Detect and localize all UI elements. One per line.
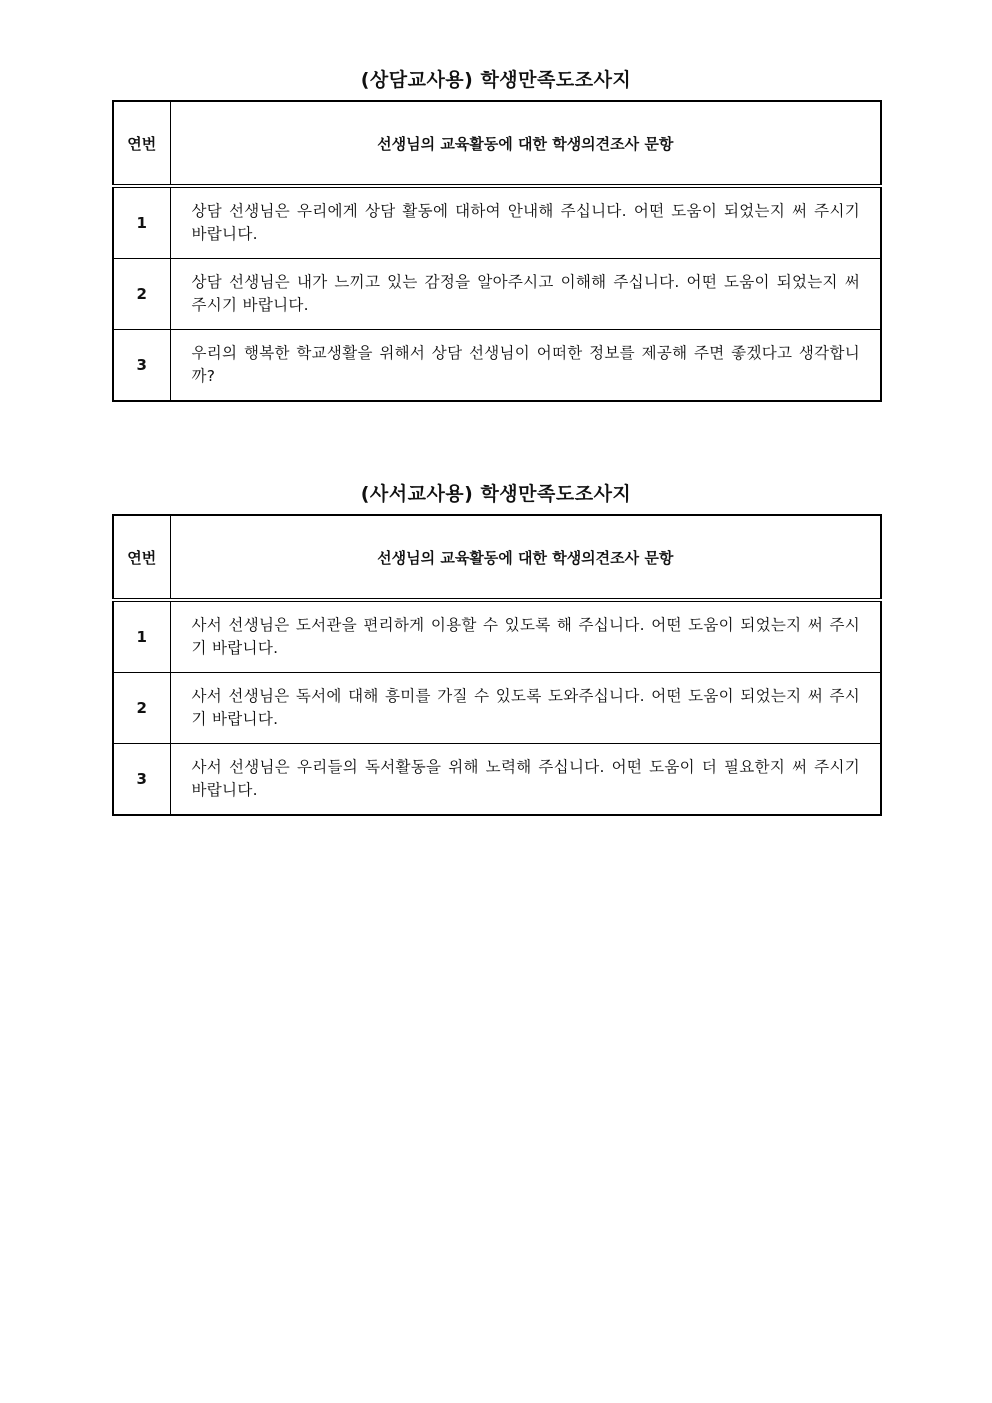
question-column-header: 선생님의 교육활동에 대한 학생의견조사 문항 [170,101,881,186]
row-number: 1 [113,186,170,259]
question-text: 사서 선생님은 도서관을 편리하게 이용할 수 있도록 해 주십니다. 어떤 도움이 되었는지 써 주시기 바랍니다. [170,600,881,673]
table-row [113,600,881,673]
number-column-header: 연번 [113,515,170,600]
librarian-survey-section [112,478,880,816]
question-text: 상담 선생님은 내가 느끼고 있는 감정을 알아주시고 이해해 주십니다. 어떤 도움이 되었는지 써 주시기 바랍니다. [170,259,881,330]
table-row [113,259,881,330]
row-number: 2 [113,259,170,330]
row-number: 3 [113,744,170,816]
counselor-survey-table [112,100,882,402]
question-text: 상담 선생님은 우리에게 상담 활동에 대하여 안내해 주십니다. 어떤 도움이 되었는지 써 주시기 바랍니다. [170,186,881,259]
row-number: 1 [113,600,170,673]
question-text: 사서 선생님은 독서에 대해 흥미를 가질 수 있도록 도와주십니다. 어떤 도움이 되었는지 써 주시기 바랍니다. [170,673,881,744]
librarian-survey-title: (사서교사용) 학생만족도조사지 [360,483,632,505]
table-row [113,673,881,744]
table-row [113,186,881,259]
row-number: 3 [113,330,170,402]
question-text: 우리의 행복한 학교생활을 위해서 상담 선생님이 어떠한 정보를 제공해 주면 좋겠다고 생각합니까? [170,330,881,402]
table-row [113,330,881,402]
table-header-row [113,101,881,186]
counselor-survey-title: (상담교사용) 학생만족도조사지 [360,69,632,91]
table-row [113,744,881,816]
counselor-survey-section [112,64,880,402]
number-column-header: 연번 [113,101,170,186]
question-column-header: 선생님의 교육활동에 대한 학생의견조사 문항 [170,515,881,600]
table-header-row [113,515,881,600]
row-number: 2 [113,673,170,744]
question-text: 사서 선생님은 우리들의 독서활동을 위해 노력해 주십니다. 어떤 도움이 더 필요한지 써 주시기 바랍니다. [170,744,881,816]
librarian-survey-table [112,514,882,816]
